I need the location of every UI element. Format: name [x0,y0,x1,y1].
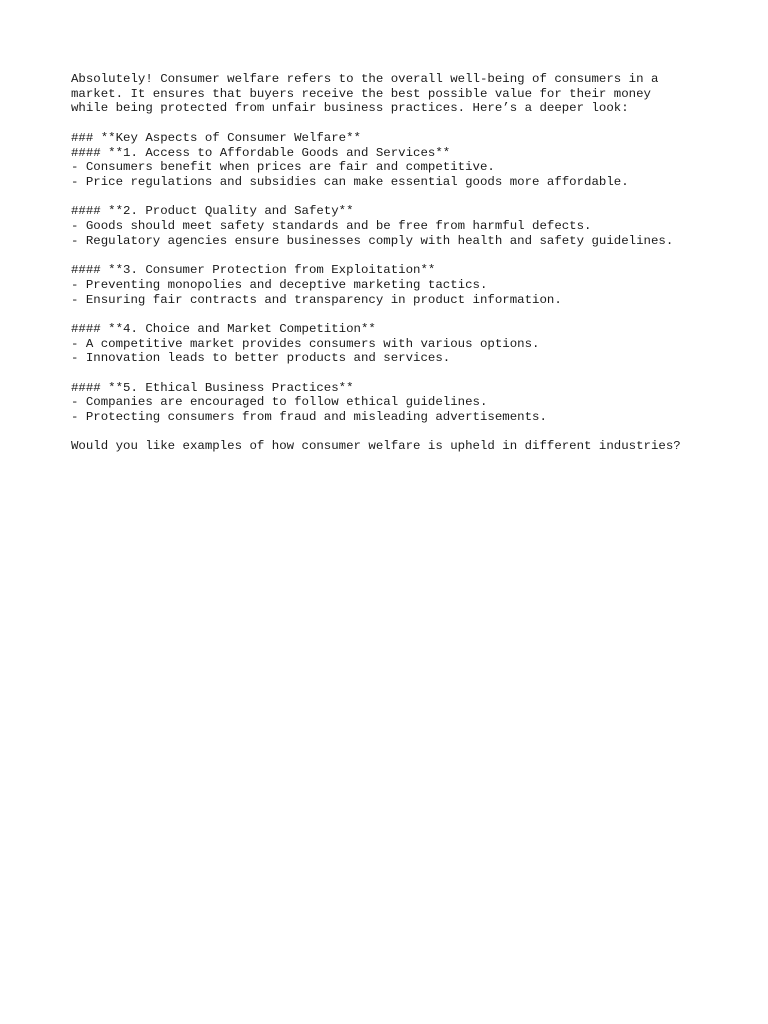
intro-paragraph [71,72,761,116]
bullet-item: - Regulatory agencies ensure businesses comply with health and safety guidelines. [71,233,674,248]
bullet-item: - Ensuring fair contracts and transparency in product information. [71,292,562,307]
section-block [71,381,761,425]
section-heading: #### **3. Consumer Protection from Exploitation** [71,263,436,278]
closing-line: Would you like examples of how consumer welfare is upheld in different industries? [71,439,681,454]
bullet-item: - A competitive market provides consumers with various options. [71,336,540,351]
intro-line: Absolutely! Consumer welfare refers to the overall well-being of consumers in a [71,72,659,86]
intro-line: market. It ensures that buyers receive the best possible value for their money [71,86,651,101]
closing-paragraph [71,439,761,454]
section-block [71,204,761,248]
document-body [71,72,761,469]
bullet-item: - Protecting consumers from fraud and misleading advertisements. [71,410,547,425]
bullet-item: - Consumers benefit when prices are fair and competitive. [71,160,495,175]
section-heading: #### **4. Choice and Market Competition** [71,321,376,336]
section-block [71,322,761,366]
section-heading: #### **2. Product Quality and Safety** [71,204,354,219]
bullet-item: - Companies are encouraged to follow ethical guidelines. [71,395,488,410]
section-block [71,263,761,307]
main-heading: ### **Key Aspects of Consumer Welfare** [71,130,361,145]
bullet-item: - Price regulations and subsidies can make essential goods more affordable. [71,174,629,189]
bullet-item: - Innovation leads to better products and services. [71,351,451,366]
section-heading: #### **1. Access to Affordable Goods and Services** [71,145,451,160]
bullet-item: - Goods should meet safety standards and be free from harmful defects. [71,219,592,233]
intro-line: while being protected from unfair business practices. Here’s a deeper look: [71,101,629,116]
bullet-item: - Preventing monopolies and deceptive marketing tactics. [71,277,488,292]
section-heading: #### **5. Ethical Business Practices** [71,380,354,395]
key-aspects-block [71,131,761,190]
